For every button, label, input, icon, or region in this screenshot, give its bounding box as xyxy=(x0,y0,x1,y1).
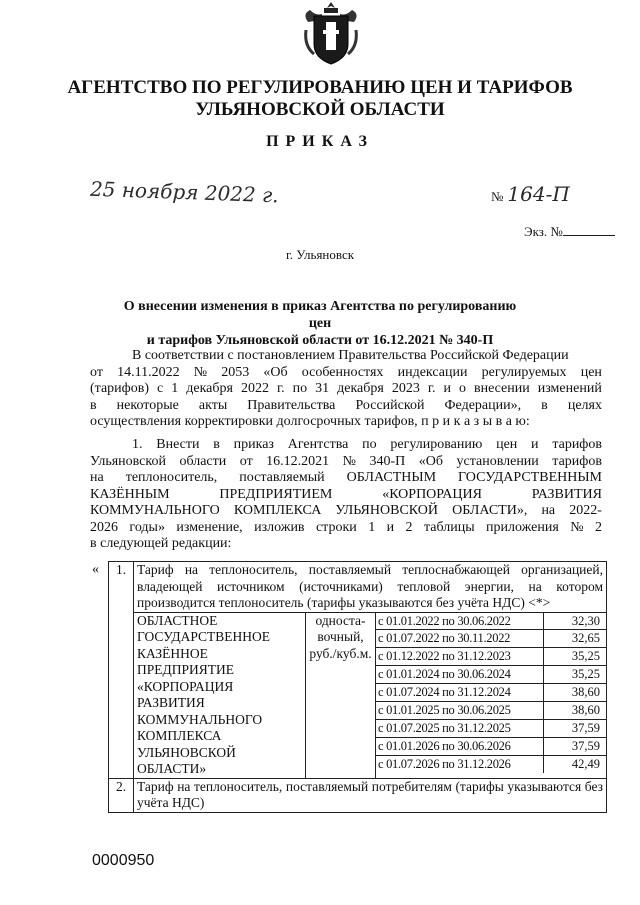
document-serial-number: 0000950 xyxy=(92,852,155,869)
tariff-table xyxy=(108,561,607,813)
item-1-paragraph xyxy=(90,437,602,553)
period-range: с 01.07.2022 по 30.11.2022 xyxy=(376,630,544,648)
period-row xyxy=(376,702,606,720)
cell-line: вочный, xyxy=(317,629,364,644)
tariff-value: 32,65 xyxy=(544,630,607,648)
order-subject: О внесении изменения в приказ Агентства по регулированию цен и тарифов Ульяновской области от 16.12.2021 № 340-П xyxy=(123,299,517,348)
organization-cell xyxy=(134,612,306,778)
cell-line: ОБЛАСТИ» xyxy=(137,761,207,776)
period-row xyxy=(376,684,606,702)
tariff-value: 38,60 xyxy=(544,702,607,720)
order-number xyxy=(491,182,570,206)
period-row xyxy=(376,755,606,772)
period-range: с 01.01.2024 по 30.06.2024 xyxy=(376,666,544,684)
document-type-title: ПРИКАЗ xyxy=(266,133,374,150)
tariff-value: 32,30 xyxy=(544,613,607,630)
unit-cell xyxy=(306,612,376,778)
period-range: с 01.07.2026 по 31.12.2026 xyxy=(376,755,544,772)
text-line: В соответствии с постановлением Правительства Российской Федерации xyxy=(132,348,569,363)
cell-line: КАЗЁННОЕ xyxy=(137,645,208,661)
period-row xyxy=(376,719,606,737)
period-range: с 01.01.2025 по 30.06.2025 xyxy=(376,702,544,720)
text-line: осуществления корректировки долгосрочных тарифов, п р и к а з ы в а ю: xyxy=(90,414,530,429)
text-line: КОММУНАЛЬНОГО КОМПЛЕКСА УЛЬЯНОВСКОЙ ОБЛАСТИ», на 2022- xyxy=(90,503,602,518)
text-line: (тарифов) с 1 декабря 2022 г. по 31 декабря 2023 г. и о внесении изменений xyxy=(90,381,602,396)
text-line: на теплоноситель, поставляемый ОБЛАСТНЫМ ГОСУДАРСТВЕННЫМ xyxy=(90,470,602,485)
period-row xyxy=(376,613,606,630)
cell-line: ОБЛАСТНОЕ xyxy=(137,612,218,628)
text-line: в некоторые акты Правительства Российской Федерации», в целях xyxy=(90,397,602,413)
period-row xyxy=(376,666,606,684)
tariff-value: 37,59 xyxy=(544,719,607,737)
period-row xyxy=(376,648,606,666)
table-open-quote: « xyxy=(92,562,99,577)
tariff-value: 38,60 xyxy=(544,684,607,702)
period-range: с 01.07.2025 по 31.12.2025 xyxy=(376,719,544,737)
periods-table xyxy=(376,613,606,773)
period-range: с 01.07.2024 по 31.12.2024 xyxy=(376,684,544,702)
agency-name-line1: АГЕНТСТВО ПО РЕГУЛИРОВАНИЮ ЦЕН И ТАРИФОВ xyxy=(67,77,573,98)
period-range: с 01.01.2022 по 30.06.2022 xyxy=(376,613,544,630)
text-line: КАЗЁННЫМ ПРЕДПРИЯТИЕМ «КОРПОРАЦИЯ РАЗВИТИЯ xyxy=(90,486,602,502)
cell-line: КОММУНАЛЬНОГО xyxy=(137,711,263,727)
cell-line: «КОРПОРАЦИЯ xyxy=(137,678,234,694)
row-2-description: Тариф на теплоноситель, поставляемый потребителям (тарифы указываются без учёта НДС) xyxy=(134,778,607,812)
tariff-value: 37,59 xyxy=(544,737,607,755)
cell-line: ГОСУДАРСТВЕННОЕ xyxy=(137,629,271,644)
cell-line: КОМПЛЕКСА xyxy=(137,728,222,743)
cell-line: руб./куб.м. xyxy=(309,645,372,661)
city-label: г. Ульяновск xyxy=(285,247,355,262)
cell-line: РАЗВИТИЯ xyxy=(137,695,205,710)
cell-line: УЛЬЯНОВСКОЙ xyxy=(137,744,236,760)
cell-line: односта- xyxy=(315,612,366,628)
row-1-description: Тариф на теплоноситель, поставляемый теплоснабжающей организацией, владеющей источником (источниками) тепловой энергии, на котором производится теплоноситель (тарифы указываются без учёта НДС) <*> xyxy=(134,562,607,613)
copy-number-label: Экз. № xyxy=(524,224,615,240)
order-number-value: 164-П xyxy=(507,182,570,206)
cell-line: ПРЕДПРИЯТИЕ xyxy=(137,662,234,677)
tariff-value: 42,49 xyxy=(571,756,600,771)
tariff-value: 35,25 xyxy=(544,666,607,684)
text-line: 1. Внести в приказ Агентства по регулированию цен и тарифов xyxy=(132,437,602,452)
period-row xyxy=(376,630,606,648)
table-row xyxy=(109,612,607,778)
text-line: от 14.11.2022 № 2053 «Об особенностях индексации регулируемых цен xyxy=(90,364,602,380)
periods-cell xyxy=(376,612,607,778)
preamble-paragraph xyxy=(90,348,602,431)
coat-of-arms-emblem xyxy=(300,0,362,66)
table-row xyxy=(109,562,607,613)
text-line: 2026 годы» изменение, изложив строки 1 и 2 таблицы приложения № 2 xyxy=(90,519,602,535)
text-line: Ульяновской области от 16.12.2021 № 340-П «Об установлении тарифов xyxy=(90,453,602,469)
agency-name-line2: УЛЬЯНОВСКОЙ ОБЛАСТИ xyxy=(195,99,445,120)
tariff-value: 35,25 xyxy=(544,648,607,666)
period-row xyxy=(376,737,606,755)
text-line: в следующей редакции: xyxy=(90,536,232,551)
table-row xyxy=(109,778,607,812)
handwritten-date: 25 ноября 2022 г. xyxy=(89,176,279,208)
order-number-prefix: № xyxy=(491,189,504,204)
row-number-1: 1. xyxy=(109,562,134,779)
period-range: с 01.12.2022 по 31.12.2023 xyxy=(376,648,544,666)
period-range: с 01.01.2026 по 30.06.2026 xyxy=(376,737,544,755)
row-number-2: 2. xyxy=(109,778,134,812)
